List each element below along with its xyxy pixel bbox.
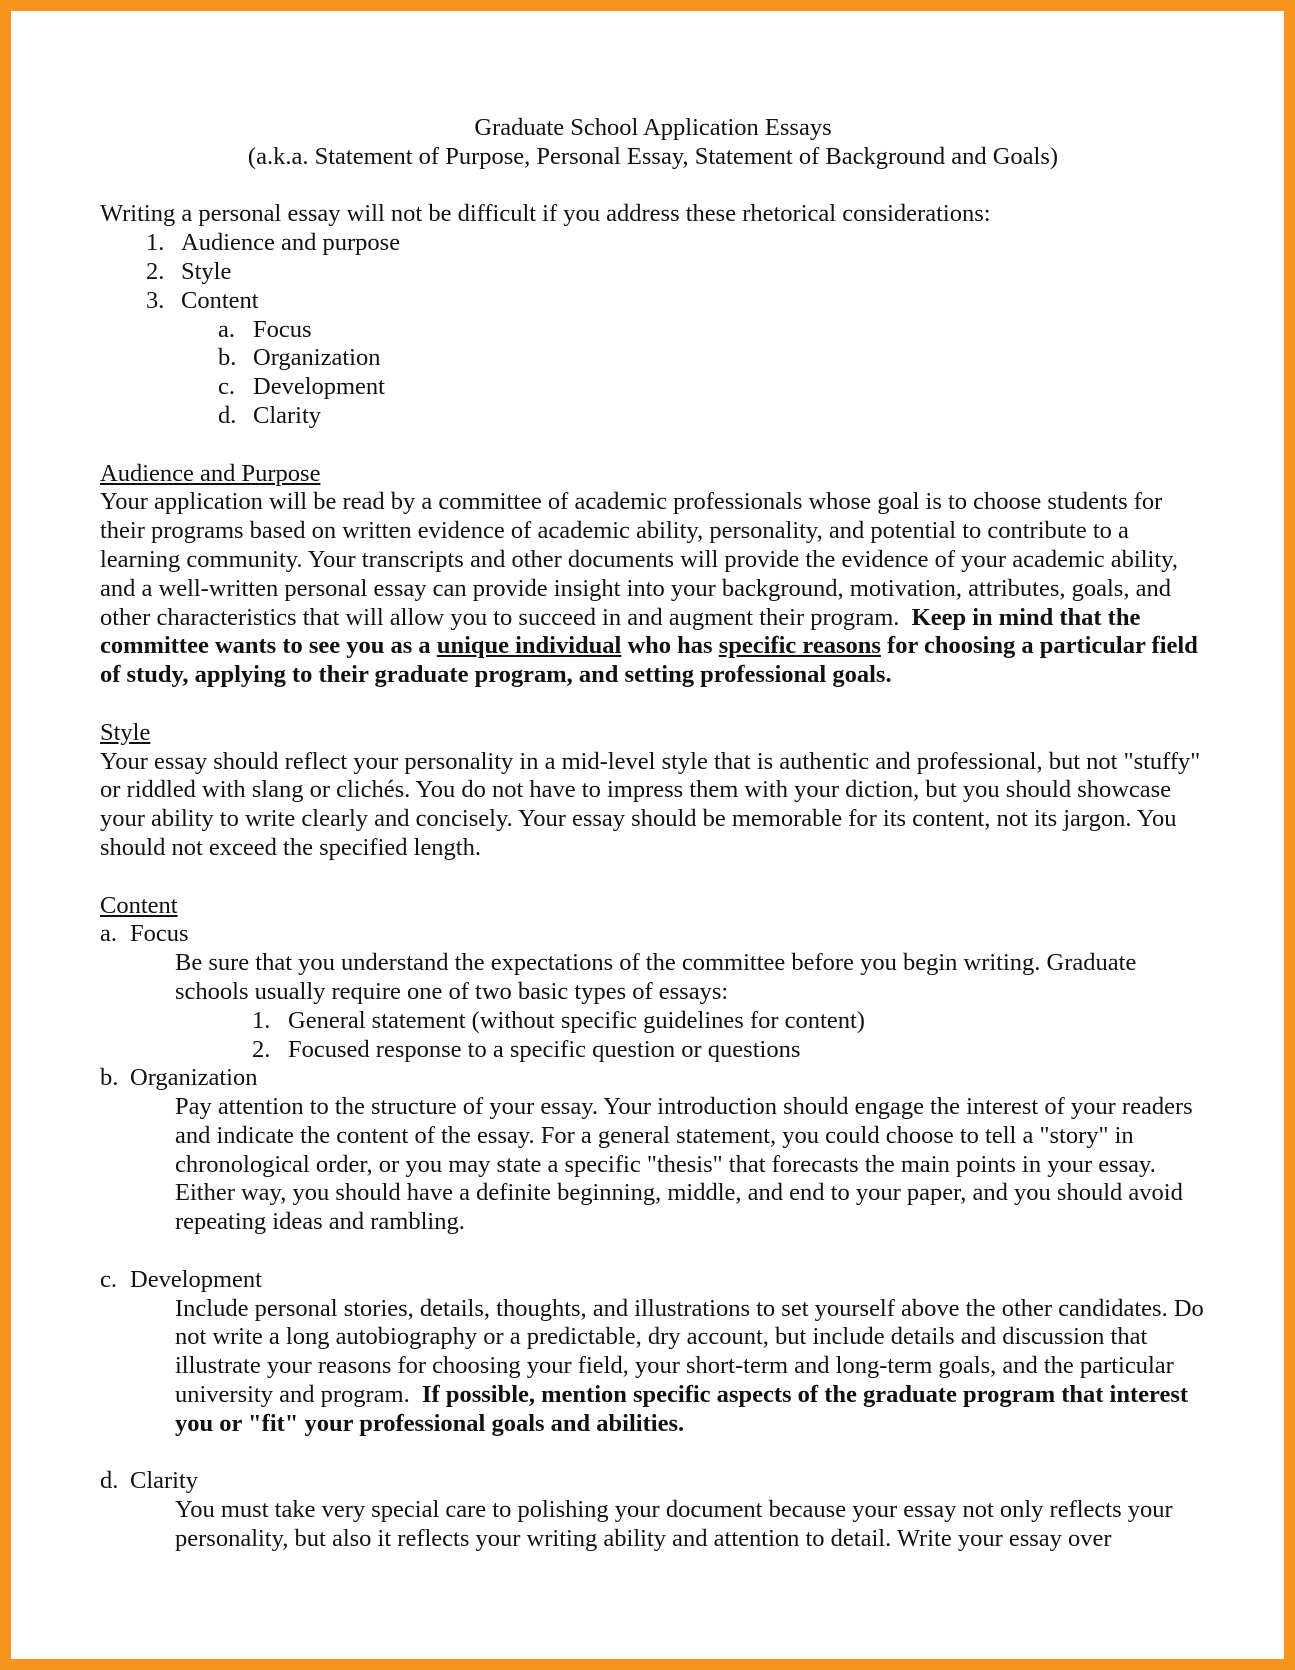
list-item	[100, 316, 1206, 345]
development-text: Include personal stories, details, thoughts, and illustrations to set yourself above the other candidates. Do not write a long autobiography or a predictable, dry account, but include details and discussion that illustrate your reasons for choosing your field, your short-term and long-term goals, and the particular university and program.	[175, 1294, 1204, 1409]
list-item	[100, 1007, 1206, 1036]
list-item	[100, 1036, 1206, 1065]
subsection-label: Organization	[130, 1064, 258, 1092]
subsection-label: Development	[130, 1265, 262, 1293]
list-item	[100, 229, 1206, 258]
development-paragraph	[175, 1295, 1206, 1439]
list-text: Development	[253, 373, 385, 401]
subsection-clarity	[100, 1467, 1206, 1496]
list-letter: a.	[218, 315, 235, 343]
document-body	[100, 114, 1206, 1554]
audience-text: Your application will be read by a committee of academic professionals whose goal is to choose students for their programs based on written evidence of academic ability, personality, and potential to contribute to a learning community. Your transcripts and other documents will provide the evidence of your academic ability, and a well-written personal essay can provide insight into your background, motivation, attributes, goals, and other characteristics that will allow you to succeed in and augment their program.	[100, 488, 1178, 631]
list-item	[100, 258, 1206, 287]
clarity-paragraph: You must take very special care to polishing your document because your essay not only reflects your personality, but also it reflects your writing ability and attention to detail. Write your essay over	[175, 1496, 1173, 1553]
audience-bold-2: who has	[627, 632, 713, 660]
list-letter: c.	[218, 373, 235, 401]
list-number: 2.	[252, 1035, 271, 1063]
list-text: Audience and purpose	[181, 229, 401, 257]
list-item	[100, 344, 1206, 373]
section-heading-style: Style	[100, 718, 151, 746]
audience-bold-3: for choosing a particular field of study, applying to their graduate program, and setting professional goals.	[100, 632, 1198, 689]
list-text: Organization	[253, 344, 381, 372]
list-number: 1.	[146, 229, 165, 257]
subsection-label: Focus	[130, 920, 189, 948]
list-text: General statement (without specific guidelines for content)	[288, 1006, 865, 1034]
development-bold: If possible, mention specific aspects of the graduate program that interest you or "fit" your professional goals and abilities.	[175, 1381, 1189, 1437]
subsection-letter: c.	[100, 1265, 117, 1293]
subsection-letter: b.	[100, 1064, 119, 1092]
subsection-organization	[100, 1064, 1206, 1093]
list-number: 2.	[146, 257, 165, 285]
subsection-development	[100, 1266, 1206, 1295]
list-number: 3.	[146, 286, 165, 314]
audience-bold-1: Keep in mind that the committee wants to see you as a	[100, 603, 1141, 660]
list-text: Focused response to a specific question or questions	[288, 1035, 801, 1063]
document-subtitle: (a.k.a. Statement of Purpose, Personal Essay, Statement of Background and Goals)	[247, 142, 1059, 170]
list-letter: b.	[218, 344, 237, 372]
section-heading-content: Content	[100, 891, 178, 919]
organization-paragraph: Pay attention to the structure of your essay. Your introduction should engage the interest of your readers and indicate the content of the essay. For a general statement, you could choose to tell a "story" in chronological order, or you may state a specific "thesis" that forecasts the main points in your essay. Either way, you should have a definite beginning, middle, and end to your paper, and you should avoid repeating ideas and rambling.	[175, 1093, 1193, 1236]
subsection-label: Clarity	[130, 1467, 199, 1495]
list-text: Style	[181, 257, 232, 285]
list-letter: d.	[218, 401, 237, 429]
style-paragraph: Your essay should reflect your personality in a mid-level style that is authentic and professional, but not "stuffy" or riddled with slang or clichés. You do not have to impress them with your diction, but you should showcase your ability to write clearly and concisely. Your essay should be memorable for its content, not its jargon. You should not exceed the specified length.	[100, 747, 1201, 861]
subsection-focus	[100, 920, 1206, 949]
intro-sentence: Writing a personal essay will not be difficult if you address these rhetorical considerations:	[100, 200, 991, 228]
document-page	[11, 11, 1284, 1659]
audience-bold-underline-2: specific reasons	[718, 632, 881, 660]
document-title: Graduate School Application Essays	[474, 114, 832, 141]
subsection-letter: d.	[100, 1467, 119, 1495]
list-number: 1.	[252, 1006, 271, 1034]
list-item	[100, 373, 1206, 402]
audience-paragraph	[100, 488, 1206, 690]
list-item	[100, 287, 1206, 316]
section-heading-audience: Audience and Purpose	[100, 459, 321, 487]
list-text: Clarity	[253, 401, 322, 429]
audience-bold-underline-1: unique individual	[436, 632, 622, 660]
focus-paragraph: Be sure that you understand the expectations of the committee before you begin writing. Graduate schools usually require one of two basic types of essays:	[175, 949, 1137, 1005]
subsection-letter: a.	[100, 920, 117, 948]
list-item	[100, 402, 1206, 431]
list-text: Focus	[253, 315, 312, 343]
list-text: Content	[181, 286, 259, 314]
